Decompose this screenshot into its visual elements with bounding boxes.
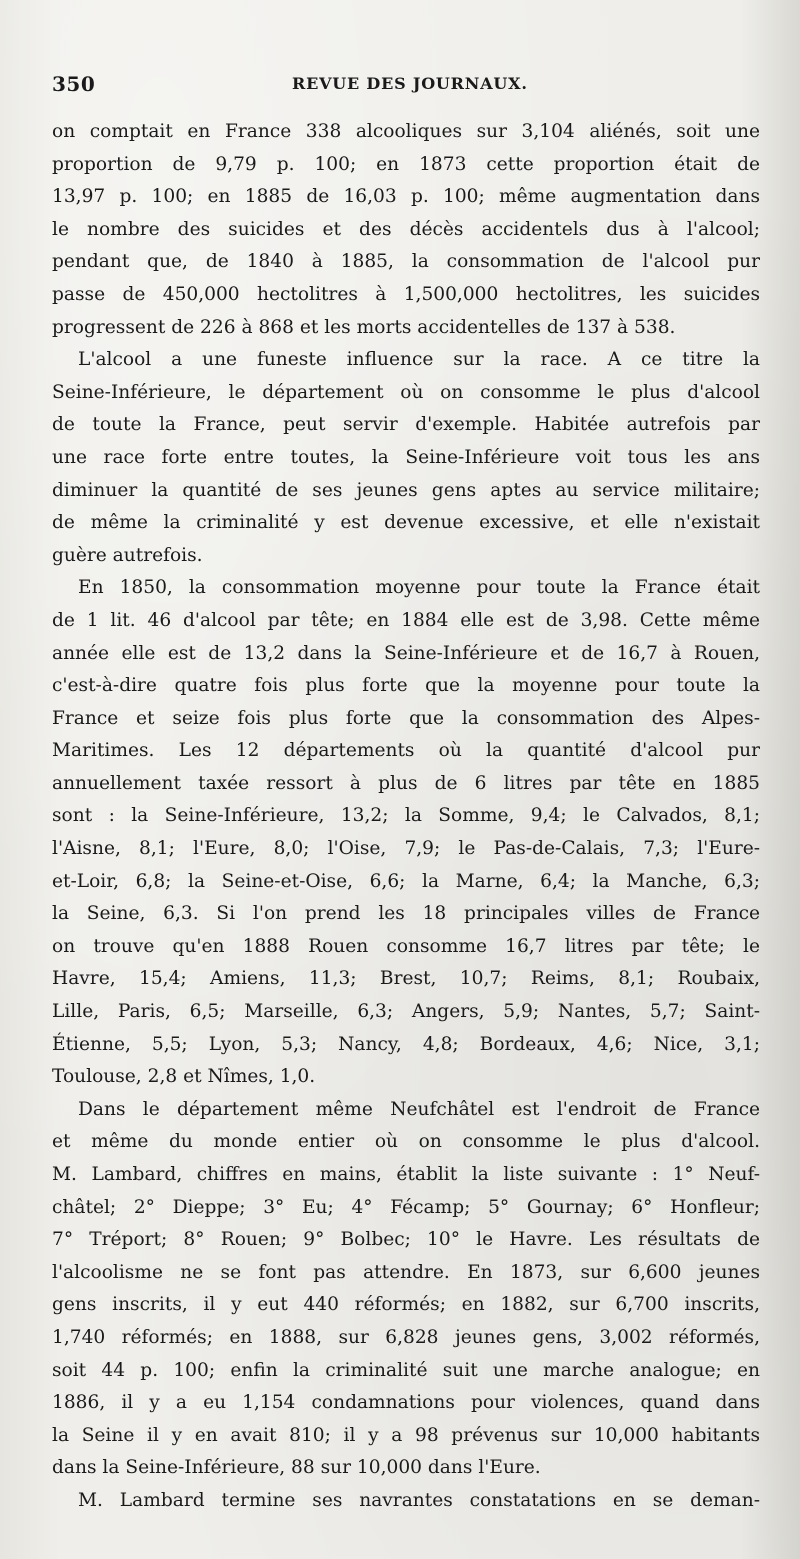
text-line: Toulouse, 2,8 et Nîmes, 1,0. <box>52 1066 316 1088</box>
text-line: Havre, 15,4; Amiens, 11,3; Brest, 10,7; Reims, 8,1; Roubaix, <box>52 968 760 990</box>
text-line: on trouve qu'en 1888 Rouen consomme 16,7 litres par tête; le <box>52 935 760 957</box>
text-line: progressent de 226 à 868 et les morts accidentelles de 137 à 538. <box>52 316 676 338</box>
text-line: Étienne, 5,5; Lyon, 5,3; Nancy, 4,8; Bordeaux, 4,6; Nice, 3,1; <box>52 1033 760 1055</box>
body-text <box>52 116 760 1518</box>
running-head <box>52 72 762 102</box>
text-line: diminuer la quantité de ses jeunes gens aptes au service militaire; <box>52 479 760 501</box>
text-line: la Seine il y en avait 810; il y a 98 prévenus sur 10,000 habitants <box>52 1424 760 1446</box>
text-line: année elle est de 13,2 dans la Seine-Inférieure et de 16,7 à Rouen, <box>52 642 760 664</box>
text-line: de 1 lit. 46 d'alcool par tête; en 1884 elle est de 3,98. Cette même <box>52 609 760 631</box>
text-line: guère autrefois. <box>52 544 203 566</box>
text-line: 7° Tréport; 8° Rouen; 9° Bolbec; 10° le Havre. Les résultats de <box>52 1229 760 1251</box>
text-line: Dans le département même Neufchâtel est l'endroit de France <box>78 1098 760 1120</box>
text-line: proportion de 9,79 p. 100; en 1873 cette proportion était de <box>52 153 760 175</box>
text-line: l'Aisne, 8,1; l'Eure, 8,0; l'Oise, 7,9; le Pas-de-Calais, 7,3; l'Eure- <box>52 838 760 860</box>
text-line: 1,740 réformés; en 1888, sur 6,828 jeunes gens, 3,002 réformés, <box>52 1326 760 1348</box>
text-line: Lille, Paris, 6,5; Marseille, 6,3; Angers, 5,9; Nantes, 5,7; Saint- <box>52 1001 760 1023</box>
text-line: L'alcool a une funeste influence sur la race. A ce titre la <box>78 349 760 371</box>
text-line: 13,97 p. 100; en 1885 de 16,03 p. 100; même augmentation dans <box>52 186 760 208</box>
text-line: on comptait en France 338 alcooliques sur 3,104 aliénés, soit une <box>52 121 760 142</box>
text-line: châtel; 2° Dieppe; 3° Eu; 4° Fécamp; 5° Gournay; 6° Honfleur; <box>52 1196 760 1218</box>
text-line: soit 44 p. 100; enfin la criminalité suit une marche analogue; en <box>52 1359 760 1381</box>
text-line: de même la criminalité y est devenue excessive, et elle n'existait <box>52 512 760 534</box>
text-line: et-Loir, 6,8; la Seine-et-Oise, 6,6; la Marne, 6,4; la Manche, 6,3; <box>52 870 760 892</box>
text-line: France et seize fois plus forte que la consommation des Alpes- <box>52 707 760 729</box>
text-line: En 1850, la consommation moyenne pour toute la France était <box>78 577 760 599</box>
page-number: 350 <box>52 72 96 96</box>
text-line: l'alcoolisme ne se font pas attendre. En 1873, sur 6,600 jeunes <box>52 1261 760 1283</box>
text-line: passe de 450,000 hectolitres à 1,500,000 hectolitres, les suicides <box>52 283 760 305</box>
text-line: Maritimes. Les 12 départements où la quantité d'alcool pur <box>52 740 760 762</box>
text-line: 1886, il y a eu 1,154 condamnations pour violences, quand dans <box>52 1392 760 1414</box>
text-line: pendant que, de 1840 à 1885, la consommation de l'alcool pur <box>52 251 760 273</box>
text-line: gens inscrits, il y eut 440 réformés; en 1882, sur 6,700 inscrits, <box>52 1294 760 1316</box>
text-line: c'est-à-dire quatre fois plus forte que la moyenne pour toute la <box>52 675 760 697</box>
text-line: une race forte entre toutes, la Seine-Inférieure voit tous les ans <box>52 446 760 468</box>
text-line: M. Lambard, chiffres en mains, établit la liste suivante : 1° Neuf- <box>52 1164 760 1185</box>
text-line: le nombre des suicides et des décès accidentels dus à l'alcool; <box>52 218 760 240</box>
text-line: sont : la Seine-Inférieure, 13,2; la Somme, 9,4; le Calvados, 8,1; <box>52 805 760 827</box>
text-line: M. Lambard termine ses navrantes constatations en se deman- <box>78 1489 760 1511</box>
text-line: la Seine, 6,3. Si l'on prend les 18 principales villes de France <box>52 903 760 925</box>
text-line: dans la Seine-Inférieure, 88 sur 10,000 dans l'Eure. <box>52 1457 541 1479</box>
text-line: et même du monde entier où on consomme le plus d'alcool. <box>52 1131 760 1153</box>
text-line: de toute la France, peut servir d'exemple. Habitée autrefois par <box>52 414 760 436</box>
text-line: annuellement taxée ressort à plus de 6 litres par tête en 1885 <box>52 772 760 794</box>
text-line: Seine-Inférieure, le département où on consomme le plus d'alcool <box>52 381 760 403</box>
journal-title: REVUE DES JOURNAUX. <box>292 74 528 93</box>
